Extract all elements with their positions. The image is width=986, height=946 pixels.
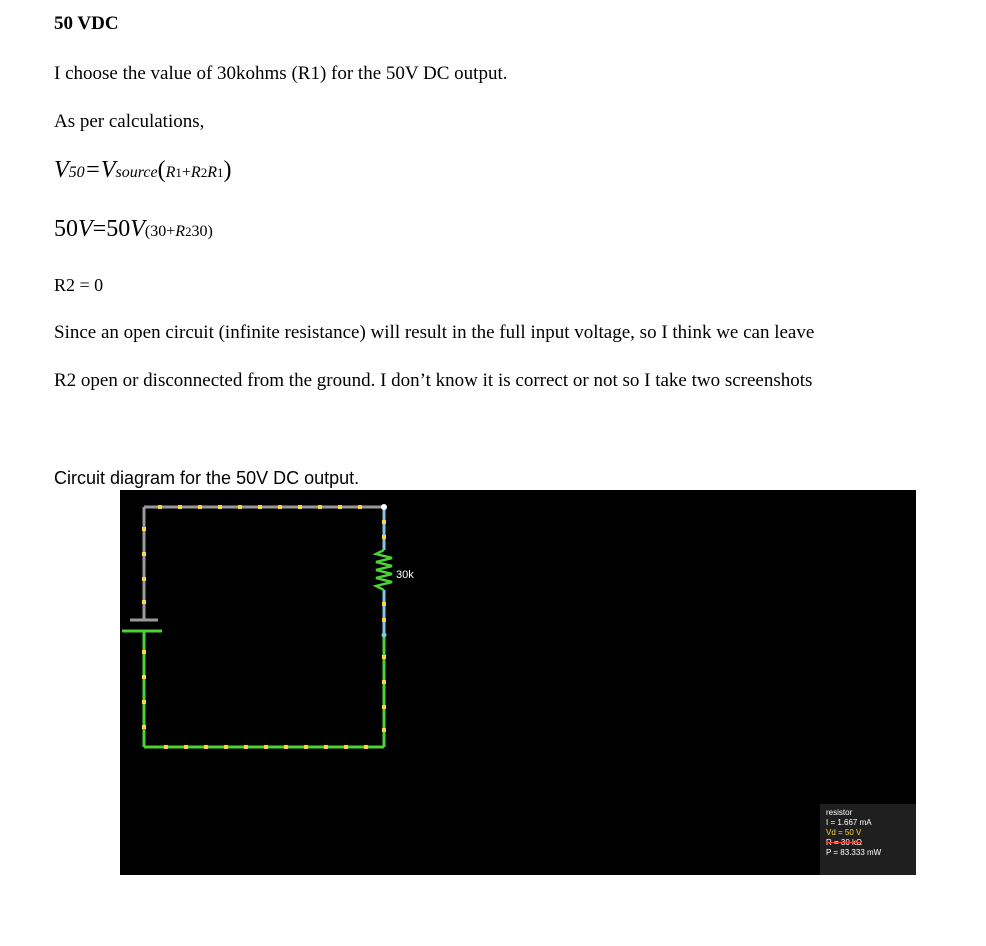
panel-power: P = 83.333 mW: [826, 848, 882, 857]
circuit-screenshot: [120, 490, 916, 875]
eq1-r2: R: [190, 164, 201, 181]
figure-caption: Circuit diagram for the 50V DC output.: [54, 468, 360, 488]
eq1-r1: R: [165, 164, 176, 181]
eq1-plus: +: [181, 164, 191, 181]
resistor-info-panel: [820, 804, 916, 875]
current-dots: [142, 505, 386, 749]
eq1-paren-close: ): [223, 157, 232, 183]
eq1-paren-open: (: [157, 157, 166, 183]
eq2-inner: (30+: [144, 223, 176, 240]
panel-resistance: R = 30 kΩ: [826, 838, 862, 847]
eq1-equals: =: [84, 157, 101, 183]
eq1-lhs: V: [54, 157, 69, 183]
eq1-r1-second: R: [207, 164, 217, 181]
eq1-source-sub: source: [115, 164, 158, 181]
eq1-lhs-sub: 50: [68, 164, 85, 181]
junction-top-right: [381, 504, 387, 510]
circuit-canvas: [120, 490, 916, 875]
eq2-lhs-v: V: [78, 216, 93, 242]
eq2-rhs-v: V: [130, 216, 145, 242]
r2-result: R2 = 0: [54, 275, 104, 295]
eq2-rhs-num: 50: [106, 216, 131, 242]
eq1-source-v: V: [100, 157, 116, 183]
eq2-r: R: [175, 223, 186, 240]
paragraph-screenshots: R2 open or disconnected from the ground. I don’t know it is correct or not so I take two screenshots: [54, 370, 813, 391]
equation-substituted: [54, 216, 213, 243]
paragraph-calculations: As per calculations,: [54, 111, 205, 132]
junction-right: [382, 633, 387, 638]
panel-title: resistor: [826, 808, 853, 817]
eq2-lhs-num: 50: [54, 216, 78, 242]
paragraph-choice: I choose the value of 30kohms (R1) for the 50V DC output.: [54, 63, 508, 84]
section-heading: 50 VDC: [54, 13, 119, 34]
eq1-r2-sub: 2: [200, 165, 208, 180]
panel-current: I = 1.667 mA: [826, 818, 872, 827]
panel-voltage: Vd = 50 V: [826, 828, 862, 837]
resistor-symbol: [376, 550, 392, 590]
eq2-equals: =: [92, 216, 107, 242]
resistor-label: 30k: [396, 569, 414, 581]
eq2-r-sub: 2: [185, 224, 192, 239]
equation-divider-formula: [54, 157, 231, 184]
eq1-r1-second-sub: 1: [216, 165, 224, 180]
paragraph-open-circuit: Since an open circuit (infinite resistance) will result in the full input voltage, so I think we can leave: [54, 322, 815, 343]
eq1-r1-sub: 1: [175, 165, 182, 180]
eq2-tail: 30): [191, 223, 213, 240]
